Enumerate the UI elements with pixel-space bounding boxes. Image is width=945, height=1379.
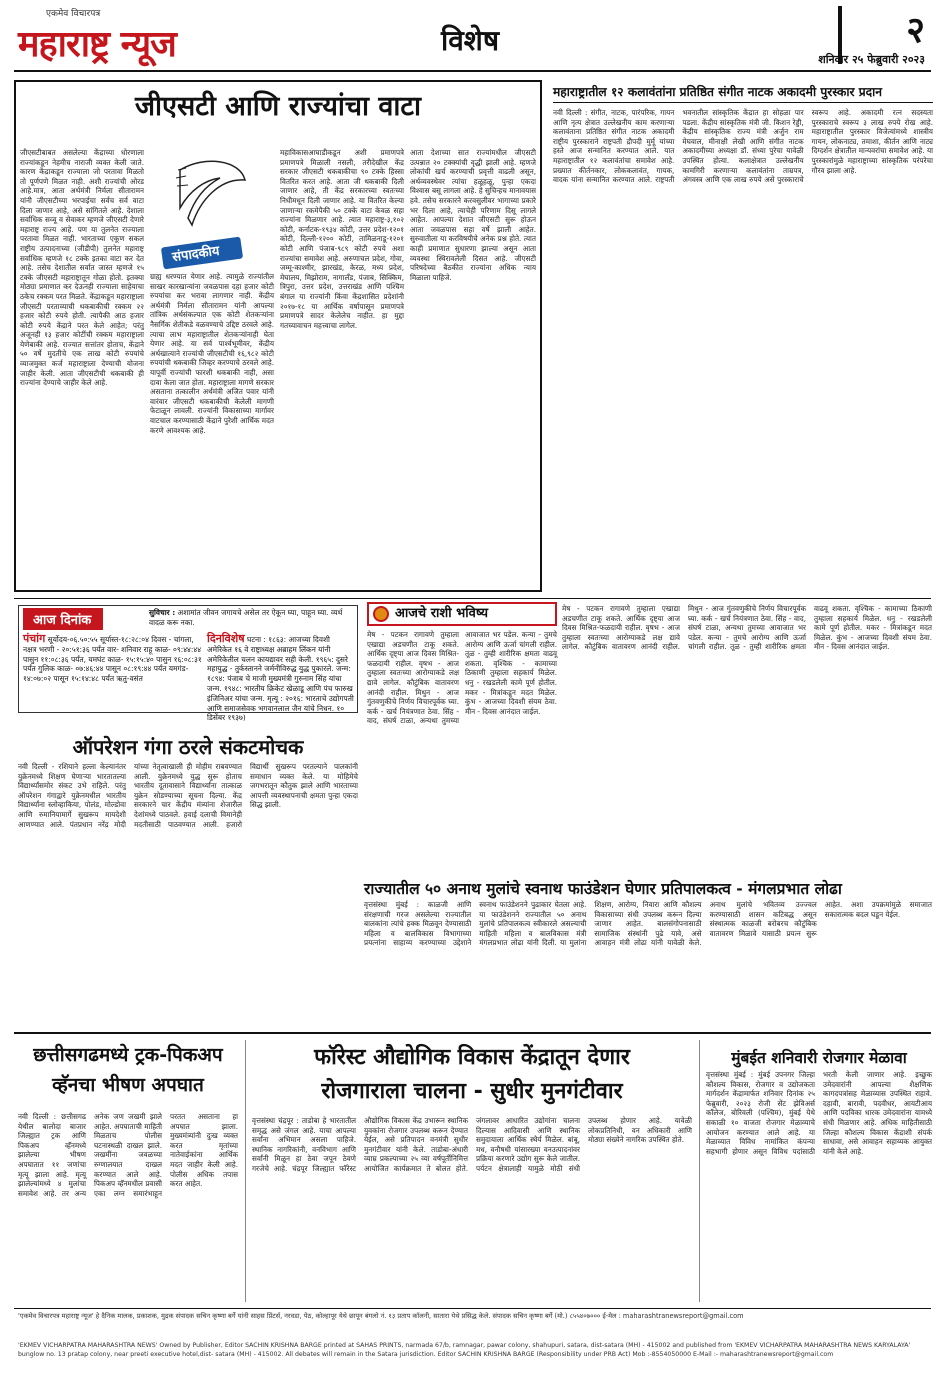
aaj-dinank-box bbox=[18, 605, 358, 723]
badge-space bbox=[150, 148, 274, 272]
dinvishesh-text: घटना : १८६३: आजच्या दिवशी अमेरिकेत १६ वे राष्ट्राध्यक्ष अब्राहम लिंकन यांनी अमेरिकेतील चलन कायद्यावर सही केली. १९६५: दुसरे महायुद्ध - तुर्कस्तानने जर्मनीविरुद्ध युद्ध पुकारले. जन्म: १८९४: पंजाब चे माजी मुख्यमंत्री गुरुनाम सिंह यांचा जन्म. १९४८: भारतीय क्रिकेट खेळाडू आणि पंच फारुख इंजिनिअर यांचा जन्म. मृत्यू : २०१६: भारताचे उद्योगपती आणि समाजसेवक भगवानलाल जैन यांचे निधन. १० डिसेंबर १९३७) bbox=[207, 635, 354, 723]
suvichar-label: सुविचार : bbox=[149, 608, 176, 617]
column-divider-1 bbox=[245, 1040, 246, 1302]
truck-headline-wrap bbox=[18, 1040, 238, 1108]
rashi-body-left bbox=[367, 630, 557, 868]
section-label: विशेष bbox=[440, 24, 500, 57]
masthead-tagline: एकमेव विचारपत्र bbox=[46, 9, 101, 19]
page-number: २ bbox=[906, 10, 925, 51]
gst-body-col-2 bbox=[150, 148, 274, 588]
suvichar bbox=[149, 608, 354, 627]
sangeet-rule bbox=[553, 102, 933, 103]
gst-body-col-1: जीएसटीबाबत असलेल्या केंद्राच्या धोरणाला राज्यांकडून नेहमीच नाराजी व्यक्त केली जाते. कारण केंद्राकडून राज्याला जो परतावा मिळतो तो पूर्णपणे मिळत नाही. अशी राज्यांची ओरड आहे.मात्र, आता अर्थमंत्री निर्मला सीतारामन यांनी जीएसटीच्या भरपाईचा सर्वच सर्व वाटा दिला जाणार आहे, असे सांगितले आहे. देशाला सर्वाधिक सव्वू व सेवाकर म्हणजे जीएसटी देणारे महाराष्ट्र राज्य आहे. पण या तुलनेत राज्याला परतावा मिळत नाही. भारताच्या एकूण सकल राष्ट्रीय उत्पादनाच्या (जीडीपी) तुलनेत महाराष्ट्र सर्वाधिक म्हणजे १८ टक्के इतका वाटा कर देत आहे. तसेच देशातील सर्वात जास्त म्हणजे १५ टक्के जीएसटी महाराष्ट्रातून गोळा होतो. इतक्या मोठ्या प्रमाणात कर देऊनही राज्याला साहेयाचा ठकेच रक्कम परत मिळते. केंद्राकडून महाराष्ट्राला जीएसटी परताव्याची थकबाकीची रक्कम २२ हजार कोटी रुपये होती. त्यापैकी आठ हजार कोटी रुपये केंद्राने परत केले आहेत; परंतु अजूनही १३ हजार कोटींची रक्कम महाराष्ट्राला येणेबाकी आहे. राज्यात सत्तांतर होताच, केंद्राने ५० वर्षे मुदतीचे एक लाख कोटी रुपयांचे व्याजमुक्त कर्ज महाराष्ट्राला देण्याची योजना जाहीर केली. आता जीएसटीची थकबाकी ही राज्यांना देण्याचे जाहीर केले आहे. bbox=[20, 148, 144, 388]
truck-body: नवी दिल्ली : छत्तीसगढ येथील बालोदा बाजार जिल्ह्यात ट्रक आणि पिकअप व्हॅनमध्ये झालेल्या भीषण अपघातात ११ जणांचा मृत्यू झाला आहे. मृत्यू झालेल्यांमध्ये ४ मुलांचा समावेश आहे. तर अन्य अनेक जण जखमी झाले आहेत. अपघाताची माहिती मिळताच पोलीस घटनास्थळी दाखल झाले. जखमींना जवळच्या रुग्णालयात दाखल करण्यात आले आहे. पिकअप व्हॅनमधील प्रवासी एका लग्न समारंभाहून परतत असताना हा अपघात झाला. मुख्यमंत्र्यांनी दुःख व्यक्त करत मृतांच्या नातेवाईकांना आर्थिक मदत जाहीर केली आहे. पोलीस अधिक तपास करत आहेत. bbox=[18, 1112, 238, 1198]
sun-icon bbox=[373, 606, 389, 622]
gst-body-col-3: महाविकासआघाडीकडून अशी प्रमाणपत्रे प्रमाणपत्रे मिळाली नसली, तरीदेखील केंद्र सरकार जीएसटी थकबाकीचा ९० टक्के हिस्सा वितरित करत आहे. आता जी थकबाकी दिली जाणार आहे, ती केंद्र सरकारच्या स्वतःच्या निधीमधून दिली जाणार आहे. या वितरित केल्या जाणाऱ्या रकमेपैकी ५० टक्के वाटा केवळ सहा राज्यांना मिळणार आहे. त्यात महाराष्ट्र-३,१०२ कोटी, कर्नाटक-१९३४ कोटी, उत्तर प्रदेश-१२०१ कोटी, दिल्ली-१२०० कोटी, तामिळनाडू-१२०१ कोटी आणि पंजाब-९८९ कोटी रुपये अशा राज्यांचा समावेश आहे. अरुणाचल प्रदेश, गोवा, जम्मू-काश्मीर, झारखंड, केरळ, मध्य प्रदेश, मेघालय, मिझोराम, नागालँड, पंजाब, सिक्किम, त्रिपुरा, उत्तर प्रदेश, उत्तराखंड आणि पश्चिम बंगाल या राज्यांनी किंवा केंद्रशासित प्रदेशांनी २०१७-१८ या आर्थिक वर्षापासून प्रमाणपत्रे प्रमाणपत्रे सादर केलेलेच नाहीत. हा मुद्दा गतच्यावाचन महत्त्वाचा लागेल. bbox=[280, 148, 404, 330]
gst-body-col-2-text: ग्राह्य धरण्यात येणार आहे. त्यामुळे राज्यांतील साखर कारखान्यांना जवळपास दहा हजार कोटी रुपयांचा कर भरावा लागणार नाही. केंद्रीय अर्थमंत्री निर्मला सीतारामन यांनी आपल्या तांत्रिक अर्थसंकल्पात एक कोटी शेतकऱ्यांना नैसर्गिक शेतीकडे वळवण्याचे उद्दिष्ट ठरवले आहे. त्याचा लाभ महाराष्ट्रातील शेतकऱ्यांनाही घेता येणार आहे. या सर्व पार्श्वभूमीवर, केंद्रीय अर्थखात्याने राज्यांची जीएसटीची १६,९८२ कोटी रुपयांची थकबाकी जिव्हर करण्याचे ठरवले आहे. यापूर्वी राज्यांची फारशी थकबाकी नाही, असा दावा केला जात होता. महाराष्ट्राला मागणे सरकार असताना तत्कालीन अर्थमंत्री अजित पवार यांनी वारंवार जीएसटी थकबाकीची केलेली मागणी फेटाळून लावली. राज्यांनी विकासाच्या मार्गावर वाटचाल करण्यासाठी केंद्राने पुरेशी आर्थिक मदत करणे आवश्यक आहे. bbox=[150, 272, 274, 435]
footer-marathi: 'एकमेव विचारपत्र महाराष्ट्र न्यूज' हे दैनिक मालक, प्रकाशक, मुद्रक संपादक सचिन कृष्णा बर्गे यांनी साहस प्रिंटर्स, नरवडा, पेठ, कोल्हापूर येथे छापून बंगलो नं. १३ प्रताप कॉलनी, सातारा येथे प्रसिद्ध केले. संपादक सचिन कृष्णा बर्गे (मो.) ८५५४०७००० ई-मेल : maharashtranewsreport@gmail.com bbox=[18, 1312, 744, 1320]
forest-headline-1: फॉरेस्ट औद्योगिक विकास केंद्रातून देणार bbox=[314, 1045, 630, 1070]
forest-headline-2: रोजगाराला चालना - सुधीर मुनगंटीवार bbox=[321, 1079, 623, 1104]
rashi-title-box bbox=[367, 602, 557, 626]
sangeet-body: नवी दिल्ली : संगीत, नाटक, पारंपरिक, गायन आणि नृत्य क्षेत्रात उल्लेखनीय काम करणाऱ्या कलावंताना प्रतिष्ठित संगीत नाटक अकादमी राष्ट्रीय पुरस्काराने राष्ट्रपती द्रौपदी मुर्मू यांच्या हस्ते आज सन्मानित करण्यात आले. यात महाराष्ट्रातील १२ कलावंतांचा समावेश आहे. प्रख्यात कीर्तनकार, लोककलावंत, गायक, वादक यांना सन्मानित करण्यात आले. राष्ट्रपती भवनातील सांस्कृतिक केंद्रात हा सोहळा पार पडला. केंद्रीय सांस्कृतिक मंत्री जी. किशन रेड्डी, केंद्रीय सांस्कृतिक राज्य मंत्री अर्जुन राम मेघवाल, मीनाक्षी लेखी आणि संगीत नाटक अकादमीच्या अध्यक्षा डॉ. संध्या पुरेचा यावेळी उपस्थित होत्या. कलाक्षेत्रात उल्लेखनीय कामगिरी करणाऱ्या कलावंतांना ताम्रपत्र, अंगवस्त्र आणि एक लाख रुपये असे पुरस्काराचे स्वरूप आहे. अकादमी रत्न सदस्यता पुरस्काराचे स्वरूप ३ लाख रुपये रोख आहे. महाराष्ट्रातील पुरस्कार विजेत्यांमध्ये शास्त्रीय गायन, लोकनाट्य, तमाशा, कीर्तन आणि नाट्य दिग्दर्शन क्षेत्रातील मान्यवरांचा समावेश आहे. या पुरस्कारांमुळे महाराष्ट्राच्या सांस्कृतिक परंपरेचा गौरव झाला आहे. bbox=[553, 108, 933, 185]
smile-headline: राज्यातील ५० अनाथ मुलांचे स्वनाथ फाउंडेशन घेणार प्रतिपालकत्व - मंगलप्रभात लोढा bbox=[364, 880, 842, 898]
rojgar-body: वृत्तसंस्था मुंबई : मुंबई उपनगर जिल्हा कौशल्य विकास, रोजगार व उद्योजकता मार्गदर्शन केंद्रामार्फत शनिवार दिनांक २५ फेब्रुवारी, २०२३ रोजी सेंट झेविअर्स कॉलेज, बोरिवली (पश्चिम), मुंबई येथे सकाळी १० वाजता रोजगार मेळाव्याचे आयोजन करण्यात आले आहे. या मेळाव्यात विविध नामांकित कंपन्या सहभागी होणार असून विविध पदांसाठी भरती केली जाणार आहे. इच्छुक उमेदवारांनी आपल्या शैक्षणिक कागदपत्रांसह मेळाव्यास उपस्थित राहावे. दहावी, बारावी, पदवीधर, आयटीआय आणि पदविका धारक उमेदवारांना यामध्ये संधी मिळणार आहे. अधिक माहितीसाठी जिल्हा कौशल्य विकास केंद्राशी संपर्क साधावा, असे आवाहन सहाय्यक आयुक्त यांनी केले आहे. bbox=[706, 1070, 932, 1156]
rojgar-headline: मुंबईत शनिवारी रोजगार मेळावा bbox=[731, 1049, 907, 1067]
ganga-body: नवी दिल्ली - रशियाने हल्ला केल्यानंतर युक्रेनमध्ये शिक्षण घेणाऱ्या भारतातल्या विद्यार्थ्यांसमोर संकट उभे राहिले. परंतु ऑपरेशन गंगाद्वारे युक्रेनमधील भारतीय विद्यार्थ्यांना स्लोव्हाकिया, पोलंड, मोल्डोवा आणि रुमानियामार्गे सुखरूप मायदेशी आणण्यात आले. पंतप्रधान नरेंद्र मोदी यांच्या नेतृत्वाखाली ही मोहीम राबवण्यात आली. युक्रेनमध्ये युद्ध सुरू होताच भारतीय दूतावासाने विद्यार्थ्यांना तात्काळ युक्रेन सोडण्याच्या सूचना दिल्या. केंद्र सरकारने चार केंद्रीय मंत्र्यांना शेजारील देशांमध्ये पाठवले. हवाई दलाची विमानेही मदतीसाठी पाठवण्यात आली. हजारो विद्यार्थी सुखरूप परतल्याने पालकांनी समाधान व्यक्त केले. या मोहिमेचे जगभरातून कौतुक झाले आणि भारताच्या आपत्ती व्यवस्थापनाची क्षमता पुन्हा एकदा सिद्ध झाली. bbox=[18, 762, 358, 829]
section-rule-1 bbox=[14, 598, 931, 599]
dinvishesh-label: दिनविशेष bbox=[207, 632, 245, 645]
masthead-title: महाराष्ट्र न्यूज bbox=[18, 23, 176, 65]
rashi-title: आजचे राशी भविष्य bbox=[395, 606, 489, 621]
truck-headline: छत्तीसगढमध्ये ट्रक-पिकअप व्हॅनचा भीषण अपघात bbox=[33, 1044, 223, 1096]
ganga-headline: ऑपरेशन गंगा ठरले संकटमोचक bbox=[72, 735, 304, 759]
issue-date: शनिवार २५ फेब्रुवारी २०२३ bbox=[818, 53, 925, 66]
column-divider-2 bbox=[699, 1040, 700, 1302]
rashi-body-right bbox=[562, 604, 932, 868]
gst-body-col-4: आता देशाच्या सात राज्यांमधील जीएसटी उत्पन्नात २० टक्क्यांची वृद्धी झाली आहे. म्हणजे लोकांची खर्च करण्याची प्रवृत्ती वाढली असून, अर्थव्यवस्थेवर त्यांचा हळूहळू, पुन्हा एकदा विश्वास बसू लागला आहे. हे सुचिन्हच मानावयास हवे. तसेच सरकारने करवसुलीवर भागाच्या प्रकारे भर दिला आहे, त्याचेही परिणाम दिसू लागले आहेत. आपल्या देशात जीएसटी सुरू होऊन आता जवळपास सहा वर्षे झाली आहेत. सुरुवातीला या करविषयीचे अनेक प्रश्न होते. त्यात काही प्रमाणात सुधारणा झाल्या असून आता व्यवस्था स्थिरावलेली दिसत आहे. जीएसटी परिषदेच्या बैठकीत राज्यांना अधिक न्याय मिळाला पाहिजे. bbox=[410, 148, 536, 282]
footer-rule bbox=[14, 1308, 931, 1309]
forest-body: वृत्तसंस्था चंद्रपूर : ताडोबा हे भारतातील समृद्ध असे जंगल आहे. याचा आपल्या सर्वांना अभिमान असला पाहिजे. स्थानिक नागरिकांनी, वनविभाग आणि सर्वांनी मिळून हा ठेवा जपून ठेवणे गरजेचे आहे. चंद्रपूर जिल्ह्यात फॉरेस्ट औद्योगिक विकास केंद्र उभारून स्थानिक युवकांना रोजगार उपलब्ध करून देण्यात येईल, असे प्रतिपादन वनमंत्री सुधीर मुनगंटीवार यांनी केले. ताडोबा-अंधारी व्याघ्र प्रकल्पाच्या २५ व्या वर्षपूर्तीनिमित्त आयोजित कार्यक्रमात ते बोलत होते. जंगलावर आधारित उद्योगांना चालना दिल्यास आदिवासी आणि स्थानिक समुदायाला आर्थिक स्थैर्य मिळेल. बांबू, मध, वनौषधी यांसारख्या वनउत्पादनांवर प्रक्रिया करणारे उद्योग सुरू केले जातील. पर्यटन क्षेत्रालाही यामुळे मोठी संधी उपलब्ध होणार आहे. यावेळी लोकप्रतिनिधी, वन अधिकारी आणि मोठ्या संख्येने नागरिक उपस्थित होते. bbox=[252, 1116, 692, 1173]
section-rule-2 bbox=[14, 1032, 931, 1034]
aaj-dinank-title: आज दिनांक bbox=[23, 608, 103, 630]
sangeet-headline: महाराष्ट्रातील १२ कलावंतांना प्रतिष्ठित संगीत नाटक अकादमी पुरस्कार प्रदान bbox=[553, 85, 883, 99]
rashi-body-text-cont: मेष - पटकन रागावणे तुम्हाला एखाद्या अडचणीत टाकू शकते. आर्थिक दृष्ट्या आज दिवस मिश्रित-फळदायी राहील. वृषभ - आज तुम्हाला स्वतःच्या आरोग्याकडे लक्ष द्यावे लागेल. कौटुंबिक वातावरण आनंदी राहील. मिथुन - आज गुंतवणुकीचे निर्णय विचारपूर्वक घ्या. कर्क - खर्च नियंत्रणात ठेवा. सिंह - वाद, संघर्ष टाळा, अन्यथा तुमच्या आवाजात भर पडेल. कन्या - तुमचे आरोग्य आणि ऊर्जा चांगली राहील. तूळ - तुम्ही शारीरिक क्षमता वाढवू शकता. वृश्चिक - कामाच्या ठिकाणी तुम्हाला सहकार्य मिळेल. धनु - रखडलेली कामे पूर्ण होतील. मकर - मित्रांकडून मदत मिळेल. कुंभ - आजच्या दिवशी संयम ठेवा. मीन - दिवस आनंदात जाईल. bbox=[562, 604, 932, 652]
footer-english: 'EKMEV VICHARPATRA MAHARASHTRA NEWS' Owned by Publisher, Editor SACHIN KRISHNA BARGE printed at SAHAS PRINTS, narmada 67/b, ramnagar, pawar colony, shahupuri, satara, dist-satara (MH) - 415002 and published from 'EKMEV VICHARPATRA MAHARASHTRA NEWS KARYALAYA' bunglow no. 13 pratap colony, near preeti executive hotel,dist- satara (MH) - 415002. All debates will remain in the Satara jurisdiction. Editor SACHIN KRISHNA BARGE (Responsibility under PRB Act) Mob :-8554050000 E-Mail :- maharashtranewsreport@gmail.com bbox=[18, 1342, 911, 1358]
dinvishesh bbox=[207, 632, 355, 723]
gst-headline: जीएसटी आणि राज्यांचा वाटा bbox=[135, 91, 421, 122]
masthead-rule bbox=[14, 70, 931, 72]
suvichar-text: अशामांत जीवन जगायचे असेल तर ऐकून घ्या, पाहून घ्या. व्यर्थ वादळ करू नका. bbox=[149, 608, 343, 627]
panchang bbox=[23, 634, 203, 712]
panchang-text: सूर्योदय-०६.५०:५५ सूर्यास्त-१८:२८:०४ दिवस - चांगला, नक्षत्र भरणी - २०:५१:३६ पर्यंत वार- शनिवार राहू काळ- ०९:४४:४४ पासुन ११:०८:३६ पर्यंत, यमघंट काळ- १५:१५:४० पासुन १६:०८:३१ पर्यंत गुलिक काळ- ०७:४६:४४ पासून ०८:१९:४४ पर्यंत यमगंड- १४:०७:०२ पासून १५:१४:४८ पर्यंत ऋतु-वसंत bbox=[23, 635, 202, 684]
panchang-label: पंचांग bbox=[23, 632, 46, 645]
smile-body: वृत्तसंस्था मुंबई : काळजी आणि संरक्षणाची गरज असलेल्या राज्यातील बालकांना त्यांचे हक्क मिळवून देण्यासाठी महिला व बालविकास विभागाच्या प्रयत्नांना साहाय्य करण्याच्या उद्देशाने स्वनाथ फाउंडेशनने पुढाकार घेतला आहे. या फाउंडेशनने राज्यातील ५० अनाथ मुलांचे प्रतिपालकत्व स्वीकारले असल्याची माहिती महिला व बालविकास मंत्री मंगलप्रभात लोढा यांनी दिली. या मुलांना शिक्षण, आरोग्य, निवारा आणि कौशल्य विकासाच्या संधी उपलब्ध करून दिल्या जाणार आहेत. बालसंगोपनासाठी सामाजिक संस्थांनी पुढे यावे, असे आवाहन मंत्री लोढा यांनी यावेळी केले. अनाथ मुलांचे भवितव्य उज्ज्वल करण्यासाठी शासन कटिबद्ध असून संस्थात्मक काळजी बरोबरच कौटुंबिक वातावरण मिळावे यासाठी प्रयत्न सुरू आहेत. अशा उपक्रमांमुळे समाजात सकारात्मक बदल घडून येईल. bbox=[364, 900, 932, 948]
editorial-badge-label: संपादकीय bbox=[171, 243, 221, 266]
rashi-body-text: मेष - पटकन रागावणे तुम्हाला एखाद्या अडचणीत टाकू शकते. आर्थिक दृष्ट्या आज दिवस मिश्रित-फळदायी राहील. वृषभ - आज तुम्हाला स्वतःच्या आरोग्याकडे लक्ष द्यावे लागेल. कौटुंबिक वातावरण आनंदी राहील. मिथुन - आज गुंतवणुकीचे निर्णय विचारपूर्वक घ्या. कर्क - खर्च नियंत्रणात ठेवा. सिंह - वाद, संघर्ष टाळा, अन्यथा तुमच्या आवाजात भर पडेल. कन्या - तुमचे आरोग्य आणि ऊर्जा चांगली राहील. तूळ - तुम्ही शारीरिक क्षमता वाढवू शकता. वृश्चिक - कामाच्या ठिकाणी तुम्हाला सहकार्य मिळेल. धनु - रखडलेली कामे पूर्ण होतील. मकर - मित्रांकडून मदत मिळेल. कुंभ - आजच्या दिवशी संयम ठेवा. मीन - दिवस आनंदात जाईल. bbox=[367, 630, 557, 726]
